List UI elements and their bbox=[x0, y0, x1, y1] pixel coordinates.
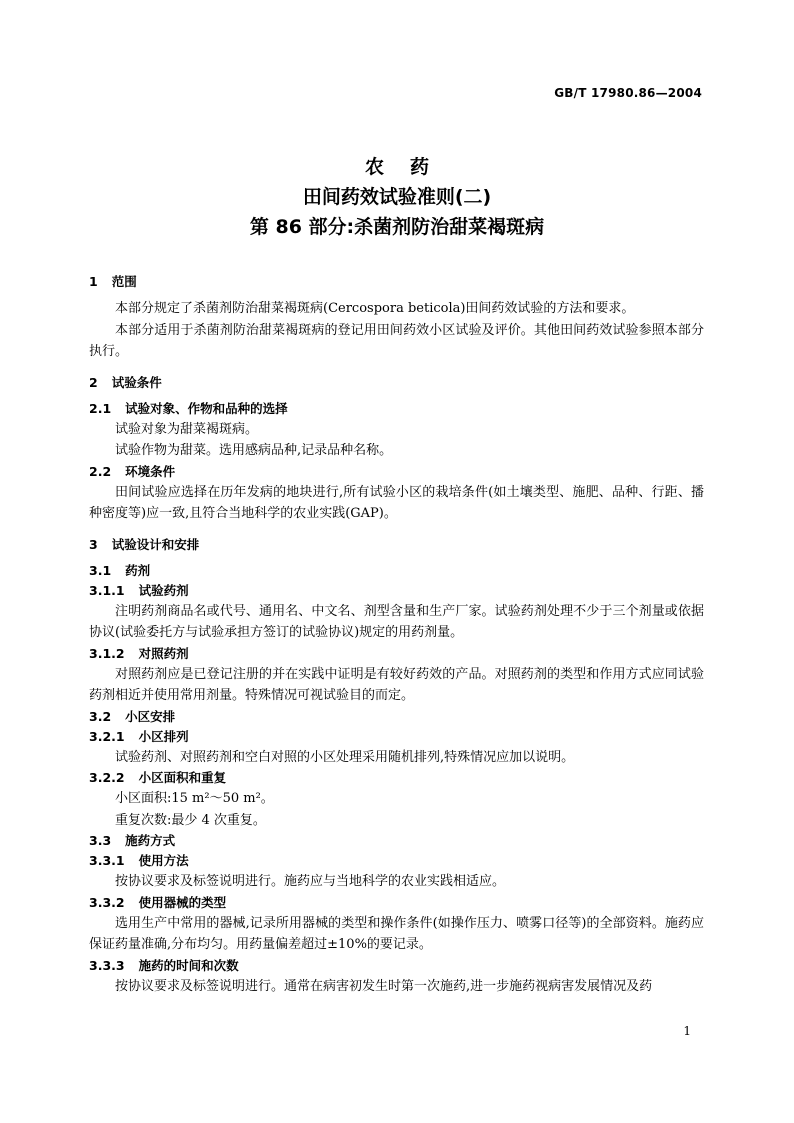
section-heading bbox=[89, 727, 704, 747]
section-number: 3.2 bbox=[89, 708, 112, 724]
section-label: 小区面积和重复 bbox=[138, 770, 227, 785]
section-heading bbox=[89, 373, 704, 393]
paragraph: 小区面积:15 m²～50 m²。 bbox=[115, 791, 274, 806]
section-label: 药剂 bbox=[125, 562, 151, 578]
paragraph: 田间试验应选择在历年发病的地块进行,所有试验小区的栽培条件(如土壤类型、施肥、品种、行距、播种密度等)应一致,且符合当地科学的农业实践(GAP)。 bbox=[89, 484, 704, 521]
section-label: 试验条件 bbox=[111, 374, 162, 390]
section-heading bbox=[89, 707, 704, 727]
paragraph: 本部分规定了杀菌剂防治甜菜褐斑病(Cercospora beticola)田间药效试验的方法和要求。 bbox=[115, 301, 635, 316]
paragraph: 试验药剂、对照药剂和空白对照的小区处理采用随机排列,特殊情况应加以说明。 bbox=[115, 749, 575, 765]
paragraph: 对照药剂应是已登记注册的并在实践中证明是有较好药效的产品。对照药剂的类型和作用方式应同试验药剂相近并使用常用剂量。特殊情况可视试验目的而定。 bbox=[89, 666, 704, 703]
section-label: 使用方法 bbox=[138, 853, 189, 868]
section-heading bbox=[89, 644, 704, 664]
section-number: 3.2.1 bbox=[89, 728, 125, 744]
section-number: 3.3 bbox=[89, 833, 112, 848]
section-label: 施药的时间和次数 bbox=[138, 957, 239, 973]
paragraph: 按协议要求及标签说明进行。施药应与当地科学的农业实践相适应。 bbox=[115, 874, 506, 889]
section-heading bbox=[89, 561, 704, 581]
section-heading bbox=[89, 535, 704, 555]
section-number: 3.3.2 bbox=[89, 894, 125, 910]
section-number: 3.1 bbox=[89, 562, 112, 578]
section-heading bbox=[89, 581, 704, 601]
section-number: 3.1.2 bbox=[89, 645, 125, 661]
section-label: 使用器械的类型 bbox=[138, 894, 227, 910]
section-label: 小区安排 bbox=[125, 708, 176, 724]
document-title bbox=[0, 152, 794, 242]
title-main: 农药 bbox=[364, 156, 455, 178]
section-label: 范围 bbox=[111, 274, 137, 289]
section-heading bbox=[89, 768, 704, 788]
section-number: 2.2 bbox=[89, 463, 112, 479]
section-heading bbox=[89, 893, 704, 913]
section-heading bbox=[89, 851, 704, 871]
paragraph: 试验作物为甜菜。选用感病品种,记录品种名称。 bbox=[115, 443, 393, 458]
section-label: 试验设计和安排 bbox=[111, 536, 200, 552]
section-heading bbox=[89, 831, 704, 851]
section-number: 1 bbox=[89, 274, 98, 289]
section-heading bbox=[89, 272, 704, 292]
section-heading bbox=[89, 399, 704, 419]
section-label: 对照药剂 bbox=[138, 645, 189, 661]
section-number: 2.1 bbox=[89, 400, 112, 416]
section-label: 试验对象、作物和品种的选择 bbox=[125, 400, 288, 416]
title-part: 第 86 部分:杀菌剂防治甜菜褐斑病 bbox=[249, 216, 545, 238]
section-number: 3.3.1 bbox=[89, 853, 125, 868]
section-number: 3.2.2 bbox=[89, 770, 125, 785]
paragraph: 试验对象为甜菜褐斑病。 bbox=[115, 421, 259, 437]
section-number: 3.3.3 bbox=[89, 957, 125, 973]
section-heading bbox=[89, 462, 704, 482]
section-label: 试验药剂 bbox=[138, 582, 189, 598]
section-heading bbox=[89, 956, 704, 976]
section-number: 3.1.1 bbox=[89, 582, 125, 598]
title-subtitle: 田间药效试验准则(二) bbox=[302, 186, 492, 208]
paragraph: 选用生产中常用的器械,记录所用器械的类型和操作条件(如操作压力、喷雾口径等)的全部资料。施药应保证药量准确,分布均匀。用药量偏差超过±10%的要记录。 bbox=[89, 915, 704, 952]
paragraph: 注明药剂商品名或代号、通用名、中文名、剂型含量和生产厂家。试验药剂处理不少于三个剂量或依据协议(试验委托方与试验承担方签订的试验协议)规定的用药剂量。 bbox=[89, 603, 704, 640]
page-number: 1 bbox=[683, 1024, 691, 1038]
section-label: 小区排列 bbox=[138, 728, 189, 744]
paragraph: 重复次数:最少 4 次重复。 bbox=[115, 812, 266, 828]
paragraph: 按协议要求及标签说明进行。通常在病害初发生时第一次施药,进一步施药视病害发展情况及药 bbox=[115, 978, 653, 994]
document-body bbox=[89, 272, 704, 997]
section-label: 环境条件 bbox=[125, 463, 176, 479]
standard-code: GB/T 17980.86—2004 bbox=[554, 86, 702, 100]
section-number: 2 bbox=[89, 374, 98, 390]
section-label: 施药方式 bbox=[125, 833, 176, 848]
paragraph: 本部分适用于杀菌剂防治甜菜褐斑病的登记用田间药效小区试验及评价。其他田间药效试验参照本部分执行。 bbox=[89, 322, 704, 359]
section-number: 3 bbox=[89, 536, 98, 552]
